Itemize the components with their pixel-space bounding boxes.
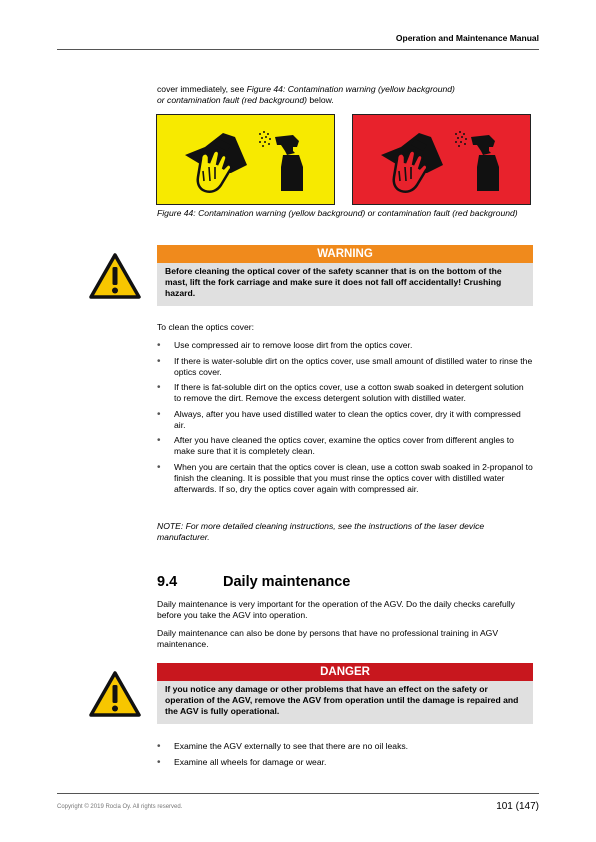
warning-triangle-icon [88, 252, 142, 300]
daily-maintenance-para-1: Daily maintenance is very important for the operation of the AGV. Do the daily checks carefully before you take the AGV into operation. [157, 599, 515, 620]
list-item: • Examine the AGV externally to see that there are no oil leaks. [157, 741, 533, 752]
danger-triangle-icon [88, 670, 142, 718]
header-divider [57, 49, 539, 50]
hand-wiping-icon [381, 133, 443, 192]
cleaning-intro: To clean the optics cover: [157, 322, 254, 332]
list-item: • If there is water-soluble dirt on the optics cover, use small amount of distilled water to rinse the optics cover. [157, 356, 533, 378]
list-item: • If there is fat-soluble dirt on the optics cover, use a cotton swab soaked in detergent solution to remove the dirt. Remove the excess detergent solution with distilled water. [157, 382, 533, 404]
footer-divider [57, 793, 539, 794]
figure-reference-link-cont[interactable]: or contamination fault (red background) [157, 95, 307, 105]
daily-maintenance-para-2: Daily maintenance can also be done by persons that have no professional training in AGV maintenance. [157, 628, 499, 649]
warning-header: WARNING [157, 245, 533, 263]
list-item: • After you have cleaned the optics cover, examine the optics cover from different angles to make sure that it is completely clean. [157, 435, 533, 457]
daily-checks-list [157, 741, 533, 772]
cleaning-note: NOTE: For more detailed cleaning instructions, see the instructions of the laser device manufacturer. [157, 521, 485, 542]
list-item: • Use compressed air to remove loose dirt from the optics cover. [157, 340, 533, 351]
danger-header: DANGER [157, 663, 533, 681]
figure-caption: Figure 44: Contamination warning (yellow background) or contamination fault (red background) [157, 208, 518, 218]
spray-bottle-icon [455, 131, 499, 191]
contamination-warning-image [156, 114, 335, 205]
section-number: 9.4 [157, 574, 178, 590]
spray-bottle-icon [259, 131, 303, 191]
hand-wiping-icon [185, 133, 247, 192]
intro-text: cover immediately, see [157, 84, 247, 94]
danger-message: If you notice any damage or other problems that have an effect on the safety or operation of the AGV, remove the AGV from operation until the damage is repaired and the AGV is fully operational. [157, 681, 533, 724]
cleaning-steps-list [157, 340, 533, 499]
page-number: 101 (147) [496, 801, 539, 812]
section-heading [157, 574, 350, 590]
section-title: Daily maintenance [223, 574, 351, 590]
list-item: • Examine all wheels for damage or wear. [157, 757, 533, 768]
list-item: • Always, after you have used distilled water to clean the optics cover, dry it with compressed air. [157, 409, 533, 431]
contamination-fault-image [352, 114, 531, 205]
intro-paragraph [157, 84, 537, 106]
intro-text-end: below. [307, 95, 334, 105]
list-item: • When you are certain that the optics cover is clean, use a cotton swab soaked in 2-propanol to finish the cleaning. It is possible that you must rinse the optics cover with distilled water afterwards. If so, dry the optics cover again with compressed air. [157, 462, 533, 495]
warning-message: Before cleaning the optical cover of the safety scanner that is on the bottom of the mast, lift the fork carriage and make sure it does not fall off accidentally! Crushing hazard. [157, 263, 533, 306]
manual-title: Operation and Maintenance Manual [395, 33, 539, 43]
copyright-notice: Copyright © 2019 Rocla Oy. All rights reserved. [57, 804, 183, 810]
figure-reference-link[interactable]: Figure 44: Contamination warning (yellow background) [246, 84, 455, 94]
